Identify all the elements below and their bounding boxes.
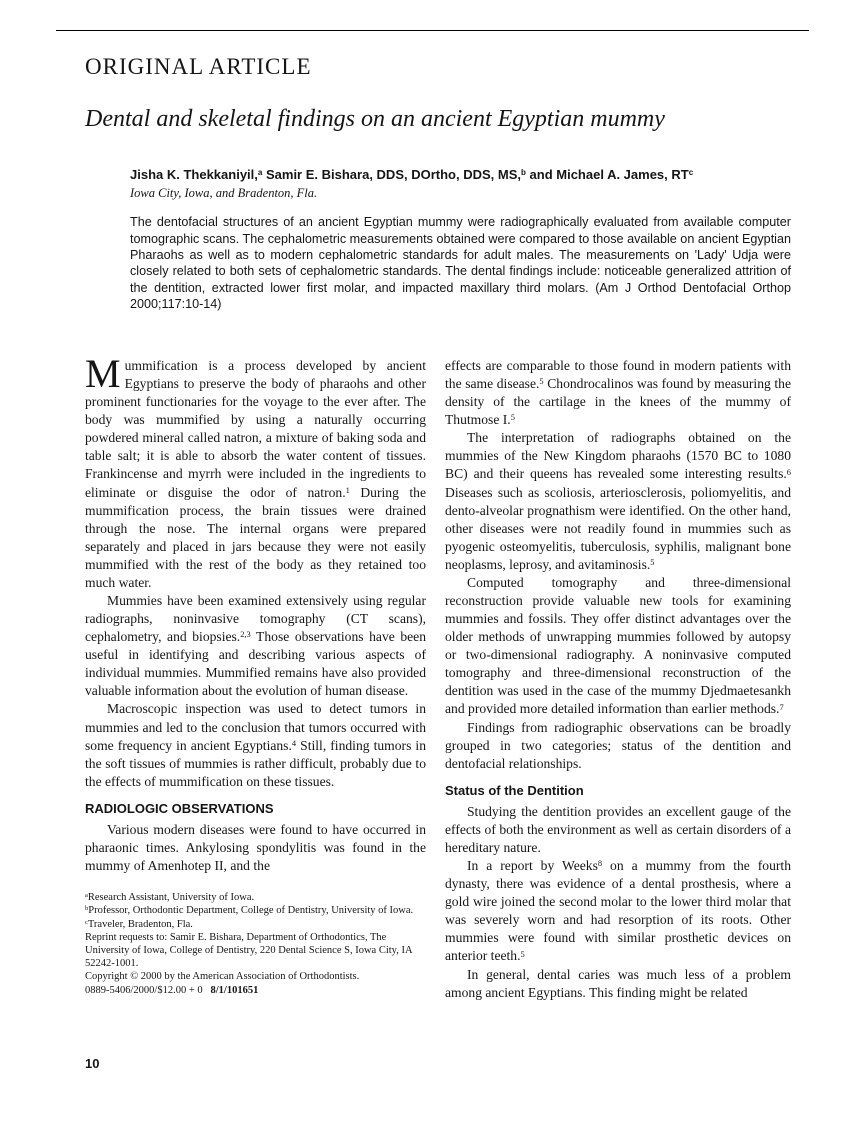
article-type-kicker: ORIGINAL ARTICLE: [85, 54, 312, 79]
footnote: Copyright © 2000 by the American Association of Orthodontists.: [85, 971, 360, 983]
paragraph: In a report by Weeks$^8$ on a mummy from the fourth dynasty, there was evidence of a dental prosthesis, where a gold wire joined the second molar to the lower third molar that was severely worn and had resorption of its roots. Other mummies were found with similar prosthetic devices on anterior teeth.$^5$: [445, 858, 791, 964]
reference-superscript: 2,3: [240, 629, 251, 640]
footnote: $^a$Research Assistant, University of Iowa.: [85, 892, 255, 904]
drop-cap: M: [85, 351, 121, 396]
footnote: 0889-5406/2000/$12.00 + 0 8/1/101651: [85, 984, 259, 996]
paragraph: effects are comparable to those found in modern patients with the same disease.$^5$ Chondrocalinos was found by measuring the density of the cartilage in the knees of the mummy of Thutmose I.$^5$: [445, 358, 791, 428]
reference-superscript: 1: [345, 484, 350, 495]
right-column: [445, 357, 791, 1002]
paragraph: In general, dental caries was much less of a problem among ancient Egyptians. This finding might be related: [445, 966, 791, 1000]
reference-superscript: b: [521, 168, 526, 178]
reference-superscript: a: [85, 892, 88, 900]
reference-superscript: b: [85, 905, 89, 913]
reference-superscript: 5: [520, 948, 525, 959]
paragraph: The interpretation of radiographs obtained on the mummies of the New Kingdom pharaohs (1570 BC to 1080 BC) and their queens has revealed some interesting results.$^6$ Diseases such as scoliosis, arteriosclerosis, poliomyelitis, and dento-alveolar prognathism were identified. On the other hand, other diseases were not readily found in mummies such as pyogenic osteomyelitis, tuberculosis, syphilis, malignant bone neoplasms, leprosy, and avitaminosis.$^5$: [445, 430, 791, 572]
footnote: Reprint requests to: Samir E. Bishara, Department of Orthodontics, The University of Iowa, College of Dentistry, 220 Dental Science S, Iowa City, IA 52242-1001.: [85, 931, 412, 970]
footnote: $^b$Professor, Orthodontic Department, College of Dentistry, University of Iowa.: [85, 905, 414, 917]
byline-block: [130, 167, 791, 312]
reference-superscript: a: [257, 168, 263, 178]
reference-superscript: 7: [779, 701, 784, 712]
left-column-text: [85, 351, 427, 875]
reference-superscript: 4: [291, 737, 297, 748]
left-column: [85, 351, 427, 1002]
paragraph: Studying the dentition provides an excellent gauge of the effects of both the environment as well as certain disorders of a hereditary nature.: [445, 803, 791, 855]
top-rule: [56, 30, 809, 31]
footnotes-block: [85, 891, 426, 997]
footnote: $^c$Traveler, Bradenton, Fla.: [85, 918, 193, 930]
reference-superscript: 5: [650, 557, 655, 568]
article-title: Dental and skeletal findings on an ancient Egyptian mummy: [85, 106, 665, 132]
paragraph: Findings from radiographic observations can be broadly grouped in two categories; status of the dentition and dentofacial relationships.: [445, 719, 791, 771]
reference-superscript: 5: [539, 376, 544, 387]
abstract: The dentofacial structures of an ancient Egyptian mummy were radiographically evaluated from available computer tomographic scans. The cephalometric measurements obtained were compared to those available on ancient Egyptian Pharaohs as well as to modern cephalometric standards for adult males. The measurements on 'Lady' Udja were closely related to both sets of cephalometric standards. The dental findings include: noticeable generalized attrition of the dentition, extracted lower first molar, and impacted maxillary third molars. (Am J Orthod Dentofacial Orthop 2000;117:10-14): [130, 215, 791, 312]
page-number: 10: [85, 1056, 100, 1071]
section-heading: Status of the Dentition: [445, 782, 584, 798]
authors-line: Jisha K. Thekkaniyil,$^a$ Samir E. Bishara, DDS, DOrtho, DDS, MS,$^b$ and Michael A. James, $RT^c$: [130, 167, 694, 182]
reference-superscript: 5: [510, 412, 515, 423]
article-body: [85, 351, 791, 1002]
section-heading: RADIOLOGIC OBSERVATIONS: [85, 800, 274, 816]
paragraph: Mummies have been examined extensively using regular radiographs, noninvasive tomography (CT scans), cephalometry, and biopsies.$^{2,3}$ Those observations have been useful in identifying and describing various aspects of individual mummies. Mummified remains have also provided valuable information about the evolution of human disease.: [85, 593, 426, 699]
paragraph: Various modern diseases were found to have occurred in pharaonic times. Ankylosing spondylitis was found in the mummy of Amenhotep II, and the: [85, 821, 426, 874]
reference-superscript: 6: [786, 466, 791, 477]
paragraph: Macroscopic inspection was used to detect tumors in mummies and led to the conclusion that tumors occurred with some frequency in ancient Egyptians.$^4$ Still, finding tumors in the soft tissues of mummies is rather difficult, probably due to the effects of mummification on these tissues.: [85, 701, 427, 789]
reference-superscript: c: [85, 918, 88, 926]
paragraph: Computed tomography and three-dimensional reconstruction provide valuable new tools for examining mummies and fossils. They offer distinct advantages over the older methods of unwrapping mummies followed by autopsy or two-dimensional radiography. A noninvasive computed tomography and three-dimensional reconstruction of the dentition was used in the case of the mummy Djedmaetesankh and provided more detailed information than earlier methods.$^7$: [445, 574, 791, 717]
reference-superscript: 8: [597, 858, 603, 869]
paragraph: Mummification is a process developed by ancient Egyptians to preserve the body of pharaohs and other prominent functionaries for the voyage to the ever after. The body was mummified by using a naturally occurring powdered mineral called natron, a mixture of baking soda and table salt; it is able to absorb the water content of tissues. Frankincense and myrrh were included in the ingredients to eliminate or disguise the odor of natron.$^1$ During the mummification process, the brain tissues were drained through the nose. The internal organs were prepared separately and placed in jars because they were not easily mummified with the rest of the body as they retained too much water.: [85, 351, 427, 590]
affiliation-line: Iowa City, Iowa, and Bradenton, Fla.: [130, 186, 318, 201]
reference-superscript: c: [688, 168, 694, 178]
